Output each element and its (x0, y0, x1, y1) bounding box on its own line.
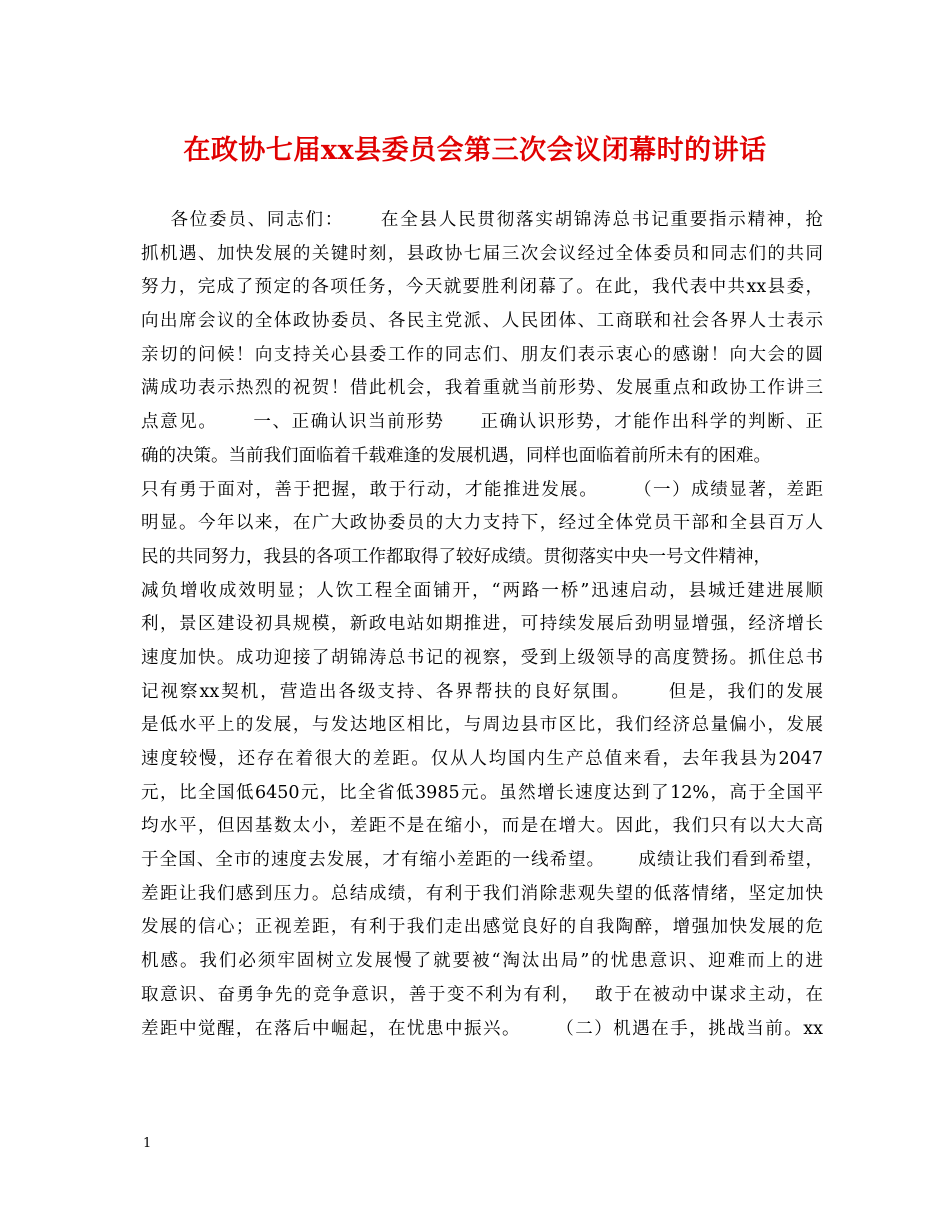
text-line: 努力，完成了预定的各项任务，今天就要胜利闭幕了。在此，我代表中共xx县委， (141, 277, 823, 298)
body-text (141, 204, 823, 1046)
text-line: 减负增收成效明显；人饮工程全面铺开，“两路一桥”迅速启动，县城迁建进展顺 (141, 580, 823, 601)
text-line: 速度较慢，还存在着很大的差距。仅从人均国内生产总值来看，去年我县为2047 (141, 749, 823, 769)
document-title: 在政协七届xx县委员会第三次会议闭幕时的讲话 (183, 135, 767, 166)
text-line: 均水平，但因基数太小，差距不是在缩小，而是在增大。因此，我们只有以大大高 (141, 816, 823, 837)
text-line: 记视察xx契机，营造出各级支持、各界帮扶的良好氛围。 但是，我们的发展 (141, 681, 823, 702)
text-line: 民的共同努力，我县的各项工作都取得了较好成绩。贯彻落实中央一号文件精神， (141, 546, 771, 567)
text-line: 取意识、奋勇争先的竞争意识，善于变不利为有利， 敢于在被动中谋求主动，在 (141, 984, 823, 1005)
text-line: 抓机遇、加快发展的关键时刻，县政协七届三次会议经过全体委员和同志们的共同 (141, 243, 823, 264)
text-line: 发展的信心；正视差距，有利于我们走出感觉良好的自我陶醉，增强加快发展的危 (141, 917, 823, 938)
text-line: 是低水平上的发展，与发达地区相比，与周边县市区比，我们经济总量偏小，发展 (141, 715, 823, 736)
page-number: 1 (143, 1136, 152, 1151)
text-line: 于全国、全市的速度去发展，才有缩小差距的一线希望。 成绩让我们看到希望， (141, 850, 823, 871)
text-line: 只有勇于面对，善于把握，敢于行动，才能推进发展。 （一）成绩显著，差距 (141, 479, 823, 500)
text-line: 元，比全国低6450元，比全省低3985元。虽然增长速度达到了12%，高于全国平 (141, 782, 823, 803)
text-line: 机感。我们必须牢固树立发展慢了就要被“淘汰出局”的忧患意识、迎难而上的进 (141, 951, 823, 972)
text-line: 满成功表示热烈的祝贺！借此机会，我着重就当前形势、发展重点和政协工作讲三 (141, 378, 823, 399)
text-line: 点意见。 一、正确认识当前形势 正确认识形势，才能作出科学的判断、正 (141, 412, 823, 433)
text-line: 利，景区建设初具规模，新政电站如期推进，可持续发展后劲明显增强，经济增长 (141, 614, 823, 635)
text-line: 速度加快。成功迎接了胡锦涛总书记的视察，受到上级领导的高度赞扬。抓住总书 (141, 647, 823, 668)
text-line: 亲切的问候！向支持关心县委工作的同志们、朋友们表示衷心的感谢！向大会的圆 (141, 344, 823, 365)
text-line: 差距让我们感到压力。总结成绩，有利于我们消除悲观失望的低落情绪，坚定加快 (141, 883, 823, 904)
text-line: 确的决策。当前我们面临着千载难逢的发展机遇，同样也面临着前所未有的困难。 (141, 445, 771, 466)
text-line: 向出席会议的全体政协委员、各民主党派、人民团体、工商联和社会各界人士表示 (141, 311, 823, 332)
text-line: 明显。今年以来，在广大政协委员的大力支持下，经过全体党员干部和全县百万人 (141, 513, 823, 534)
text-line: 各位委员、同志们： 在全县人民贯彻落实胡锦涛总书记重要指示精神，抢 (141, 210, 823, 230)
text-line: 差距中觉醒，在落后中崛起，在忧患中振兴。 （二）机遇在手，挑战当前。xx (141, 1018, 823, 1039)
